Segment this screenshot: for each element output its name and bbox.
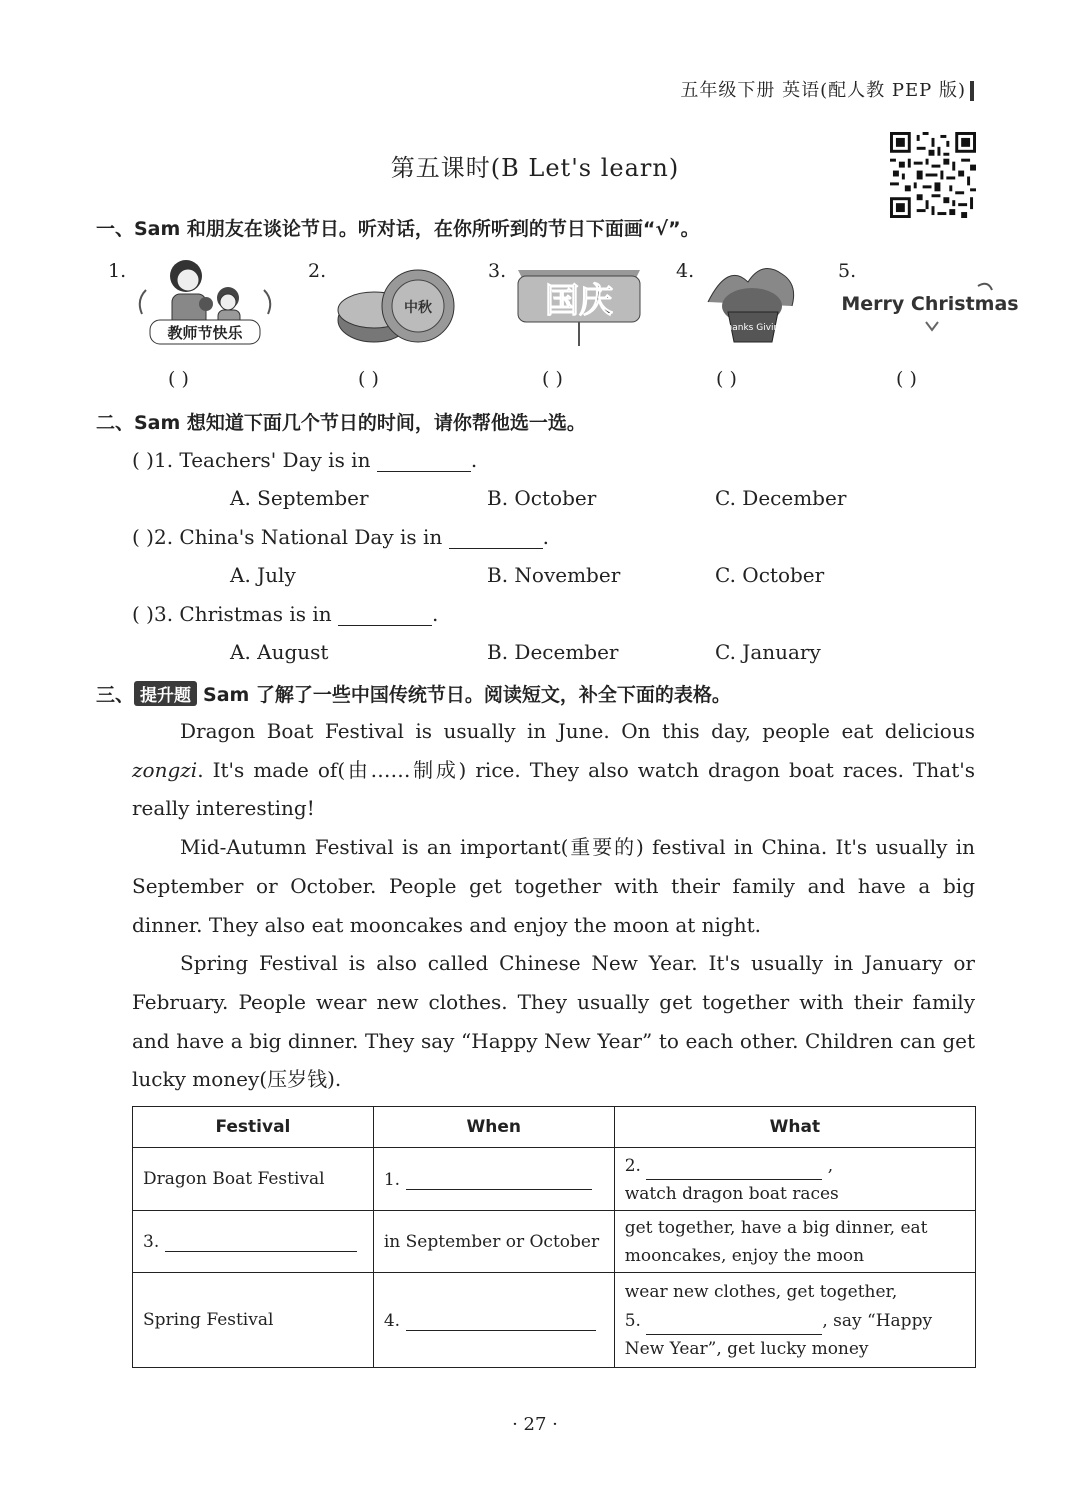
festival-table: [132, 1106, 976, 1368]
cell-when: [373, 1148, 614, 1211]
paragraph-3-text: Spring Festival is also called Chinese New Year. It's usually in January or February. People wear new clothes. They usually get together with their family and have a big dinner. They say “Happy New Year” to each other. Children can get lucky money(压岁钱).: [132, 951, 975, 1092]
cell-what: [614, 1273, 975, 1368]
national-day-image-text: 国庆: [545, 281, 613, 321]
passage-paragraph-3: [132, 944, 975, 1099]
blank-2[interactable]: [646, 1151, 822, 1180]
blank-1-number: 1.: [383, 1169, 401, 1190]
what-line-2-end: , say “Happy: [822, 1310, 933, 1331]
thanksgiving-image: [700, 262, 806, 346]
item3-answer-paren[interactable]: ( ): [542, 368, 563, 390]
blank-4[interactable]: [406, 1310, 596, 1331]
header-when: When: [373, 1107, 614, 1148]
page-number: · 27 ·: [512, 1414, 558, 1435]
item2-number: 2.: [308, 260, 327, 282]
mooncake-image-text: 中秋: [404, 300, 432, 316]
passage-paragraph-2: [132, 828, 975, 944]
blank-3-number: 3.: [143, 1232, 160, 1252]
question2-option-b: B. November: [487, 563, 621, 587]
what-text: watch dragon boat races: [624, 1183, 839, 1204]
blank-3[interactable]: [165, 1231, 357, 1252]
lesson-title: 第五课时(B Let's learn): [390, 154, 680, 182]
question1-option-c: C. December: [715, 486, 847, 510]
question3-option-b: B. December: [487, 640, 619, 664]
header-what: What: [614, 1107, 975, 1148]
cell-when: [373, 1273, 614, 1368]
paragraph-1-text: Dragon Boat Festival is usually in June. On this day, people eat delicious: [180, 719, 975, 743]
question1-option-b: B. October: [487, 486, 597, 510]
question3: [132, 601, 438, 626]
section2-heading: 二、Sam 想知道下面几个节日的时间，请你帮他选一选。: [96, 412, 586, 434]
question3-paren[interactable]: ( ): [132, 602, 154, 626]
blank-2-comma: ,: [827, 1155, 834, 1176]
paragraph-1-text-end: . It's made of(由……制成) rice. They also watch dragon boat races. That's really interesting!: [132, 757, 975, 821]
paragraph-2-text: Mid-Autumn Festival is an important(重要的) festival in China. It's usually in September or October. People get together with their family and have a big dinner. They also eat mooncakes and enjoy the moon at night.: [132, 835, 975, 937]
question1-paren[interactable]: ( ): [132, 448, 154, 472]
question2-end: .: [542, 525, 549, 549]
cell-what: [614, 1148, 975, 1211]
section3-heading: Sam 了解了一些中国传统节日。阅读短文，补全下面的表格。: [203, 684, 731, 706]
item4-number: 4.: [676, 260, 695, 282]
blank-5[interactable]: [646, 1306, 822, 1335]
national-day-image: [512, 256, 646, 348]
cell-when: in September or October: [373, 1211, 614, 1273]
table-row: [133, 1273, 976, 1368]
question3-end: .: [432, 602, 439, 626]
reading-passage: [132, 712, 975, 1099]
cell-what: get together, have a big dinner, eat mooncakes, enjoy the moon: [614, 1211, 975, 1273]
question3-option-a: A. August: [230, 640, 329, 664]
blank-2-number: 2.: [624, 1155, 641, 1176]
header-bar: [970, 81, 974, 101]
mooncake-image: [334, 262, 458, 350]
section3-heading-row: [96, 680, 731, 707]
question3-blank[interactable]: [338, 601, 432, 626]
question1-stem: 1. Teachers' Day is in: [153, 448, 371, 472]
table-row: [133, 1211, 976, 1273]
christmas-image: [841, 266, 1019, 342]
passage-paragraph-1: [132, 712, 975, 828]
question2-paren[interactable]: ( ): [132, 525, 154, 549]
teachers-day-image-text: 教师节快乐: [167, 324, 243, 342]
question3-option-c: C. January: [715, 640, 821, 664]
cell-festival: Dragon Boat Festival: [133, 1148, 374, 1211]
question2-blank[interactable]: [449, 524, 543, 549]
cell-festival: Spring Festival: [133, 1273, 374, 1368]
header-festival: Festival: [133, 1107, 374, 1148]
what-line-1: wear new clothes, get together,: [624, 1281, 898, 1302]
question1-end: .: [470, 448, 478, 472]
section1-heading: 一、Sam 和朋友在谈论节日。听对话，在你所听到的节日下面画“√”。: [96, 218, 700, 240]
item1-answer-paren[interactable]: ( ): [168, 368, 189, 390]
blank-1[interactable]: [406, 1169, 592, 1190]
page-header: [680, 76, 974, 102]
what-line-3: New Year”, get lucky money: [624, 1338, 869, 1359]
question1-option-a: A. September: [230, 486, 369, 510]
header-text: 五年级下册 英语(配人教 PEP 版): [680, 80, 966, 101]
item5-answer-paren[interactable]: ( ): [896, 368, 917, 390]
question3-stem: 3. Christmas is in: [153, 602, 332, 626]
paragraph-1-italic: zongzi: [132, 757, 198, 782]
blank-4-number: 4.: [383, 1310, 401, 1331]
item3-number: 3.: [488, 260, 507, 282]
item2-answer-paren[interactable]: ( ): [358, 368, 379, 390]
item5-number: 5.: [838, 260, 857, 282]
question2-option-a: A. July: [230, 563, 296, 587]
cell-festival: [133, 1211, 374, 1273]
section3-prefix: 三、: [96, 684, 135, 706]
question1-blank[interactable]: [377, 447, 471, 472]
teachers-day-image: [132, 254, 278, 350]
question1: [132, 447, 477, 472]
question2: [132, 524, 549, 549]
question2-stem: 2. China's National Day is in: [153, 525, 443, 549]
item4-answer-paren[interactable]: ( ): [716, 368, 737, 390]
christmas-image-text: Merry Christmas: [841, 293, 1019, 315]
table-header-row: [133, 1107, 976, 1148]
advanced-badge: 提升题: [134, 681, 197, 706]
thanksgiving-image-text: Thanks Giving: [721, 323, 785, 333]
table-row: [133, 1148, 976, 1211]
item1-number: 1.: [108, 260, 127, 282]
blank-5-number: 5.: [624, 1310, 641, 1331]
question2-option-c: C. October: [715, 563, 825, 587]
